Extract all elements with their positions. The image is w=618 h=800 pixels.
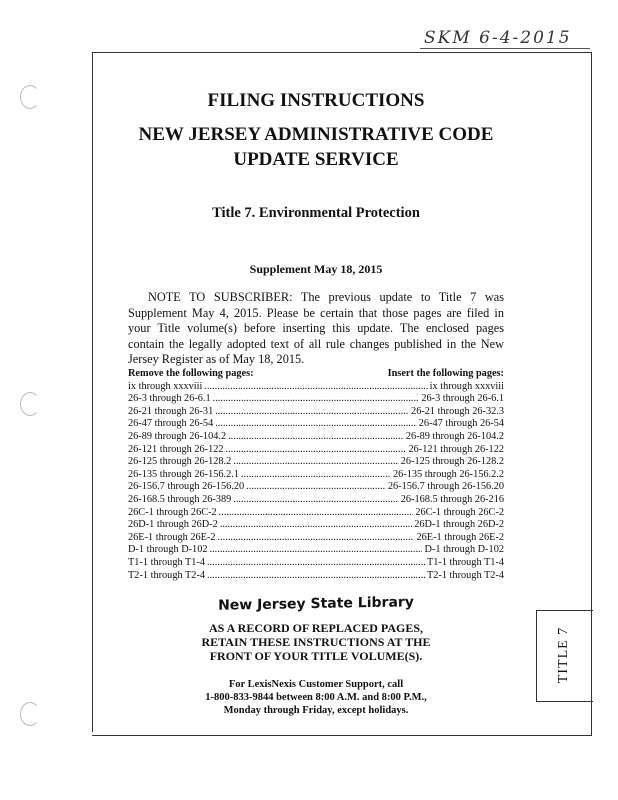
table-row: D-1 through D-102 ..... D-1 through D-102 <box>128 544 504 557</box>
title-name: Title 7. Environmental Protection <box>212 205 420 221</box>
table-row: T2-1 through T2-4 ..... T2-1 through T2-4 <box>128 570 504 583</box>
subscriber-note: NOTE TO SUBSCRIBER: The previous update to Title 7 was Supplement May 4, 2015. Please be certain that those pages are filed in your Title volume(s) before inserting this update. The enclosed pages contain the legally adopted text of all rule changes published in the New Jersey Register as of May 18, 2015. <box>128 290 504 366</box>
punch-hole-bottom <box>20 702 40 726</box>
table-row: 26-47 through 26-54 ..... 26-47 through 26-54 <box>128 418 504 431</box>
punch-hole-middle <box>20 392 40 416</box>
punch-hole-top <box>20 85 40 109</box>
table-row: 26-168.5 through 26-389 ..... 26-168.5 through 26-216 <box>128 494 504 507</box>
side-tab-label: TITLE 7 <box>556 626 571 684</box>
support-info: For LexisNexis Customer Support, call 1-800-833-9844 between 8:00 A.M. and 8:00 P.M., Monday through Friday, except holidays. <box>205 679 427 716</box>
page-border-left <box>92 52 93 732</box>
insert-header: Insert the following pages: <box>387 368 504 379</box>
handwritten-underline <box>420 48 590 49</box>
remove-header: Remove the following pages: <box>128 368 254 379</box>
table-row: 26-135 through 26-156.2.1 ..... 26-135 through 26-156.2.2 <box>128 469 504 482</box>
table-row: 26E-1 through 26E-2 ..... 26E-1 through 26E-2 <box>128 532 504 545</box>
code-title-line2: UPDATE SERVICE <box>233 149 399 170</box>
code-title <box>128 122 504 172</box>
code-title-line1: NEW JERSEY ADMINISTRATIVE CODE <box>138 124 494 145</box>
table-row: 26-121 through 26-122 ..... 26-121 through 26-122 <box>128 444 504 457</box>
table-row: 26-89 through 26-104.2 ..... 26-89 through 26-104.2 <box>128 431 504 444</box>
table-row: ix through xxxviii ..... ix through xxxviii <box>128 381 504 394</box>
page-title: FILING INSTRUCTIONS <box>207 90 425 111</box>
table-row: 26-125 through 26-128.2 ..... 26-125 through 26-128.2 <box>128 456 504 469</box>
table-row: 26-21 through 26-31 ..... 26-21 through 26-32.3 <box>128 406 504 419</box>
handwritten-note: SKM 6-4-2015 <box>424 28 572 48</box>
record-notice: AS A RECORD OF REPLACED PAGES, RETAIN THESE INSTRUCTIONS AT THE FRONT OF YOUR TITLE VOLUME(S). <box>201 621 431 663</box>
pages-table <box>128 368 504 582</box>
table-row: 26D-1 through 26D-2 ..... 26D-1 through 26D-2 <box>128 519 504 532</box>
library-stamp: New Jersey State Library <box>218 594 414 614</box>
page-border-top <box>92 52 592 53</box>
page-border-bottom <box>92 735 592 736</box>
table-row: 26-3 through 26-6.1 ..... 26-3 through 26-6.1 <box>128 393 504 406</box>
table-row: 26-156.7 through 26-156.20 ..... 26-156.7 through 26-156.20 <box>128 481 504 494</box>
supplement-date: Supplement May 18, 2015 <box>249 262 383 276</box>
table-row: 26C-1 through 26C-2 ..... 26C-1 through 26C-2 <box>128 507 504 520</box>
pages-table-header <box>128 368 504 381</box>
table-row: T1-1 through T1-4 ..... T1-1 through T1-4 <box>128 557 504 570</box>
